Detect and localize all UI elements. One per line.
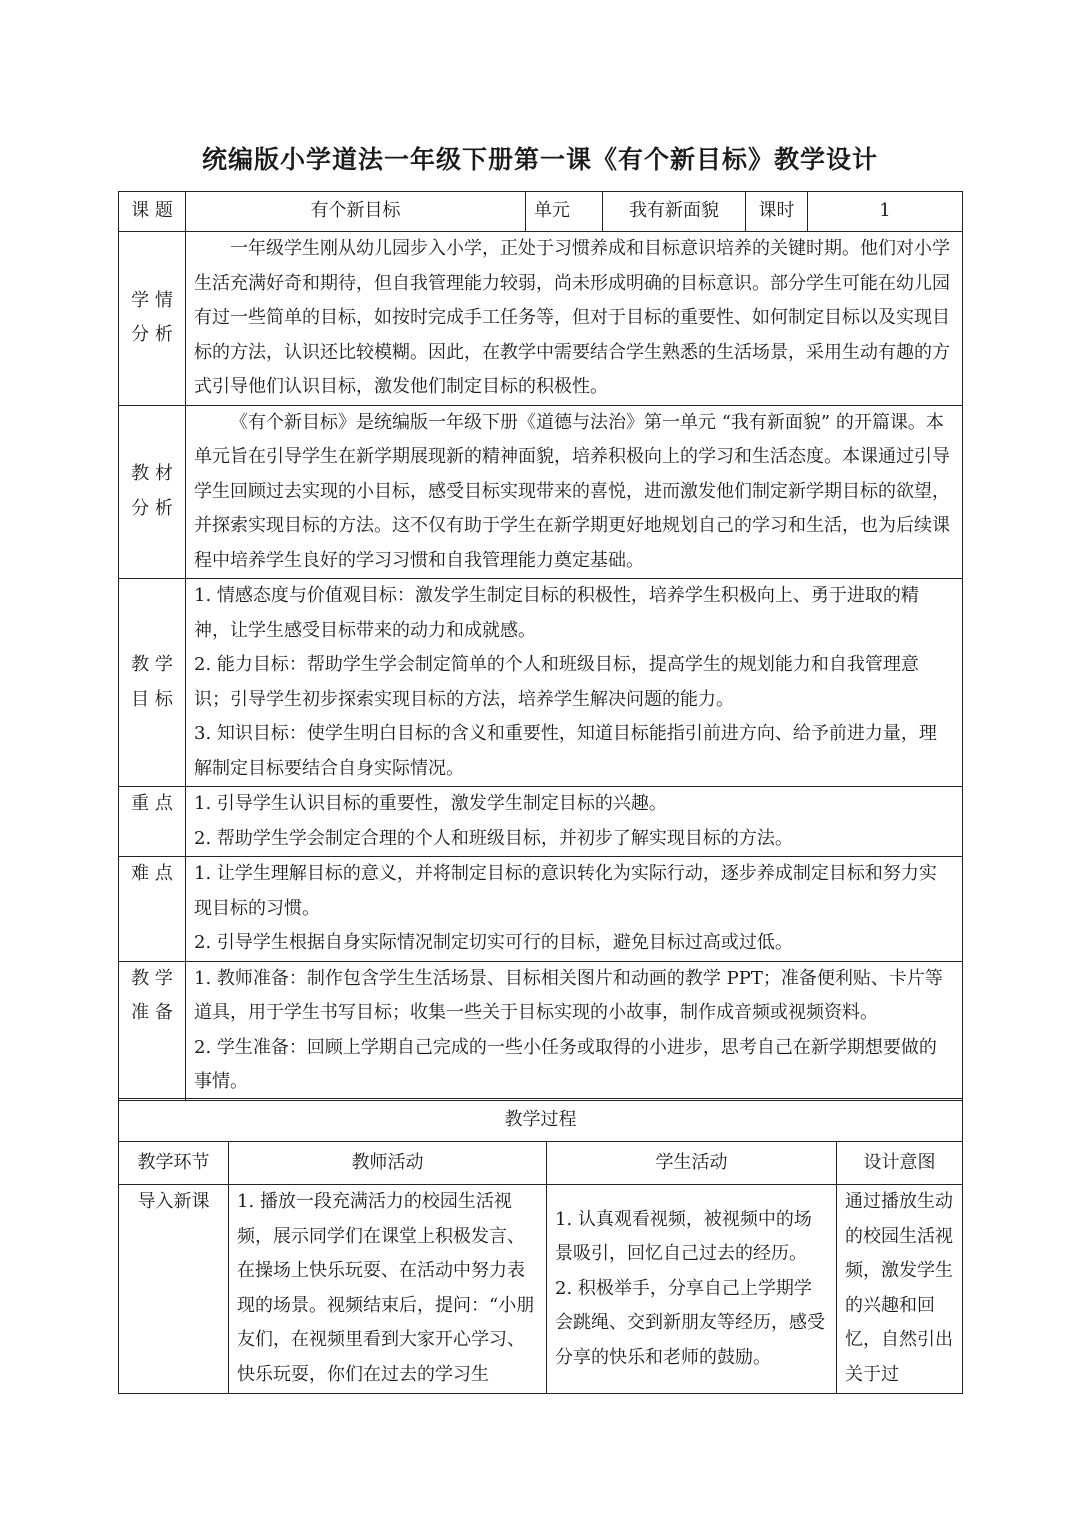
process-row xyxy=(119,1185,963,1394)
difficulty-item: 2. 引导学生根据自身实际情况制定切实可行的目标，避免目标过高或过低。 xyxy=(194,932,793,953)
difficulties-list xyxy=(186,857,963,962)
topic-label: 课 题 xyxy=(119,192,186,232)
key-point-item: 2. 帮助学生学会制定合理的个人和班级目标，并初步了解实现目标的方法。 xyxy=(194,827,793,849)
design-intent-cell: 通过播放生动的校园生活视频，激发学生的兴趣和回忆，自然引出关于过 xyxy=(837,1185,963,1394)
hours-value: 1 xyxy=(808,192,963,232)
preparation-item: 2. 学生准备：回顾上学期自己完成的一些小任务或取得的小进步，思考自己在新学期想要做的事情。 xyxy=(194,1036,937,1092)
lesson-info-table xyxy=(118,191,963,1101)
column-header: 学生活动 xyxy=(547,1142,837,1185)
process-header-row xyxy=(119,1099,963,1142)
goal-item: 3. 知识目标：使学生明白目标的含义和重要性，知道目标能指引前进方向、给予前进力量，理解制定目标要结合自身实际情况。 xyxy=(194,723,937,779)
hours-label: 课时 xyxy=(746,192,808,232)
key-points-list xyxy=(186,787,963,857)
teaching-process-table xyxy=(118,1098,963,1394)
info-row xyxy=(119,192,963,232)
teaching-goals-list xyxy=(186,579,963,787)
student-analysis-row xyxy=(119,232,963,406)
process-header: 教学过程 xyxy=(119,1099,963,1142)
key-points-label: 重 点 xyxy=(119,787,186,857)
difficulties-label: 难 点 xyxy=(119,857,186,962)
difficulties-row xyxy=(119,857,963,962)
student-activity-item: 2. 积极举手，分享自己上学期学会跳绳、交到新朋友等经历，感受分享的快乐和老师的鼓励。 xyxy=(555,1277,825,1368)
material-analysis-row xyxy=(119,405,963,579)
student-analysis-label: 学 情 分 析 xyxy=(119,232,186,406)
goal-item: 1. 情感态度与价值观目标：激发学生制定目标的积极性，培养学生积极向上、勇于进取的精神，让学生感受目标带来的动力和成就感。 xyxy=(194,585,919,641)
teacher-activity-cell: 1. 播放一段充满活力的校园生活视频，展示同学们在课堂上积极发言、在操场上快乐玩耍、在活动中努力表现的场景。视频结束后，提问：“小朋友们，在视频里看到大家开心学习、快乐玩耍，你们在过去的学习生 xyxy=(229,1185,547,1394)
student-activity-item: 1. 认真观看视频，被视频中的场景吸引，回忆自己过去的经历。 xyxy=(555,1208,812,1265)
material-analysis-text: 《有个新目标》是统编版一年级下册《道德与法治》第一单元 “我有新面貌” 的开篇课。本单元旨在引导学生在新学期展现新的精神面貌，培养积极向上的学习和生活态度。本课通过引导学生回顾过去实现的小目标，感受目标实现带来的喜悦，进而激发他们制定新学期目标的欲望，并探索实现目标的方法。这不仅有助于学生在新学期更好地规划自己的学习和生活，也为后续课程中培养学生良好的学习习惯和自我管理能力奠定基础。 xyxy=(186,405,963,579)
topic-value: 有个新目标 xyxy=(186,192,526,232)
process-columns-row xyxy=(119,1142,963,1185)
preparation-item: 1. 教师准备：制作包含学生生活场景、目标相关图片和动画的教学 PPT；准备便利贴、卡片等道具，用于学生书写目标；收集一些关于目标实现的小故事，制作成音频或视频资料。 xyxy=(194,967,943,1023)
difficulty-item: 1. 让学生理解目标的意义，并将制定目标的意识转化为实际行动，逐步养成制定目标和努力实现目标的习惯。 xyxy=(194,863,937,919)
column-header: 教师活动 xyxy=(229,1142,547,1185)
unit-label: 单元 xyxy=(526,192,603,232)
key-points-row xyxy=(119,787,963,857)
goal-item: 2. 能力目标：帮助学生学会制定简单的个人和班级目标，提高学生的规划能力和自我管理意识；引导学生初步探索实现目标的方法，培养学生解决问题的能力。 xyxy=(194,654,919,710)
preparation-label: 教 学 准 备 xyxy=(119,961,186,1100)
preparation-row xyxy=(119,961,963,1100)
teaching-goals-row xyxy=(119,579,963,787)
column-header: 教学环节 xyxy=(119,1142,229,1185)
teaching-goals-label: 教 学 目 标 xyxy=(119,579,186,787)
column-header: 设计意图 xyxy=(837,1142,963,1185)
document-title: 统编版小学道法一年级下册第一课《有个新目标》教学设计 xyxy=(201,145,878,174)
preparation-list xyxy=(186,961,963,1100)
unit-value: 我有新面貌 xyxy=(603,192,746,232)
student-analysis-text: 一年级学生刚从幼儿园步入小学，正处于习惯养成和目标意识培养的关键时期。他们对小学生活充满好奇和期待，但自我管理能力较弱，尚未形成明确的目标意识。部分学生可能在幼儿园有过一些简单的目标，如按时完成手工任务等，但对于目标的重要性、如何制定目标以及实现目标的方法，认识还比较模糊。因此，在教学中需要结合学生熟悉的生活场景，采用生动有趣的方式引导他们认识目标，激发他们制定目标的积极性。 xyxy=(186,232,963,406)
material-analysis-label: 教 材 分 析 xyxy=(119,405,186,579)
student-activity-cell xyxy=(547,1185,837,1394)
stage-cell: 导入新课 xyxy=(119,1185,229,1394)
key-point-item: 1. 引导学生认识目标的重要性，激发学生制定目标的兴趣。 xyxy=(194,793,667,814)
